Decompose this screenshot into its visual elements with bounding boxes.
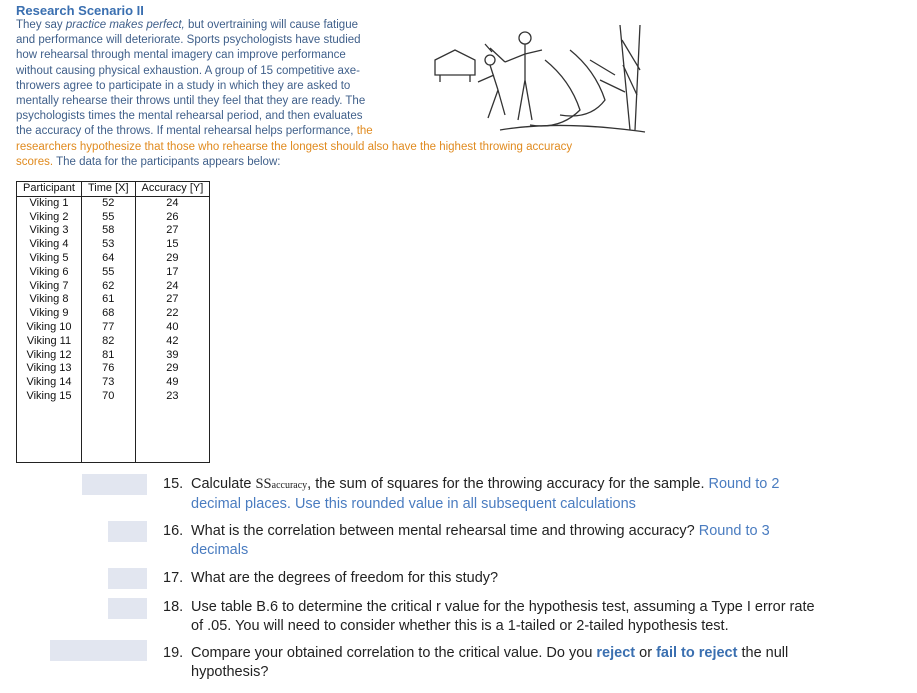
table-row: Viking 10 77 40 — [17, 321, 210, 335]
data-table — [16, 181, 210, 463]
table-empty-space — [17, 404, 210, 463]
question-16: 16. What is the correlation between mental rehearsal time and throwing accuracy? Round to 3 decimals — [163, 523, 770, 558]
table-row: Viking 15 70 23 — [17, 390, 210, 404]
table-row: Viking 1 52 24 — [17, 196, 210, 210]
answer-box-q15[interactable] — [82, 474, 147, 495]
table-row: Viking 12 81 39 — [17, 349, 210, 363]
table-row: Viking 3 58 27 — [17, 224, 210, 238]
header-accuracy: Accuracy [Y] — [135, 182, 210, 197]
table-row: Viking 4 53 15 — [17, 238, 210, 252]
table-row: Viking 9 68 22 — [17, 307, 210, 321]
table-row: Viking 13 76 29 — [17, 362, 210, 376]
table-row: Viking 2 55 26 — [17, 211, 210, 225]
answer-box-q18[interactable] — [108, 598, 147, 619]
header-time: Time [X] — [81, 182, 135, 197]
question-15: 15. Calculate SSaccuracy, the sum of squares for the throwing accuracy for the sample. Round to 2 decimal places. Use this rounded value in all subsequent calculations — [163, 476, 780, 512]
table-row: Viking 5 64 29 — [17, 252, 210, 266]
table-row: Viking 7 62 24 — [17, 280, 210, 294]
header-participant: Participant — [17, 182, 82, 197]
scenario-paragraph: They say practice makes perfect, but overtraining will cause fatigue and performance will deteriorate. Sports psychologists have studied how rehearsal through mental imagery can improve performance without causing physical exhaustion. A group of 15 competitive axe- throwers agree to participate in a study in which they are asked to mentally rehearse their throws until they feel that they are ready. The psychologists times the mental rehearsal period, and then evaluates the accuracy of the throws. If mental rehearsal helps performance, the researchers hypothesize that those who rehearse the longest should also have the highest throwing accuracy scores. The data for the participants appears below: — [16, 19, 573, 168]
answer-box-q17[interactable] — [108, 568, 147, 589]
question-17: 17. What are the degrees of freedom for this study? — [163, 570, 499, 586]
question-18: 18. Use table B.6 to determine the critical r value for the hypothesis test, assuming a Type I error rate of .05. You will need to consider whether this is a 1-tailed or 2-tailed hypothesis test. — [163, 599, 815, 634]
table-row: Viking 14 73 49 — [17, 376, 210, 390]
axe-throwing-illustration — [430, 20, 660, 140]
question-19: 19. Compare your obtained correlation to the critical value. Do you reject or fail to reject the null hypothesis? — [163, 645, 789, 680]
table-row: Viking 8 61 27 — [17, 293, 210, 307]
answer-box-q19[interactable] — [50, 640, 147, 661]
table-row: Viking 6 55 17 — [17, 266, 210, 280]
scenario-title: Research Scenario II — [16, 3, 144, 18]
table-row: Viking 11 82 42 — [17, 335, 210, 349]
answer-box-q16[interactable] — [108, 521, 147, 542]
